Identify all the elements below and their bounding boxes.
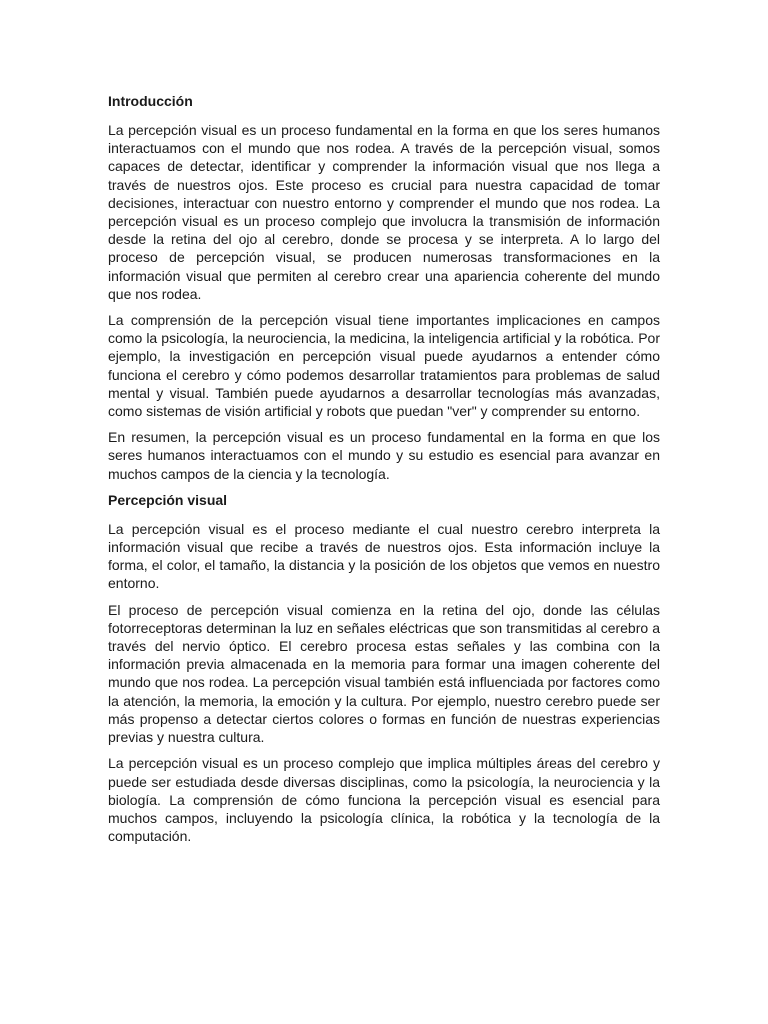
section-heading: Percepción visual <box>108 491 228 508</box>
paragraph: La percepción visual es el proceso mediante el cual nuestro cerebro interpreta la información visual que recibe a través de nuestros ojos. Esta información incluye la forma, el color, el tamaño, la distancia y la posición de los objetos que vemos en nuestro entorno. <box>108 520 660 592</box>
paragraph: En resumen, la percepción visual es un proceso fundamental en la forma en que los seres humanos interactuamos con el mundo y su estudio es esencial para avanzar en muchos campos de la ciencia y la tecnología. <box>108 429 660 482</box>
paragraph: La percepción visual es un proceso fundamental en la forma en que los seres humanos interactuamos con el mundo que nos rodea. A través de la percepción visual, somos capaces de detectar, identificar y comprender la información visual que nos llega a través de nuestros ojos. Este proceso es crucial para nuestra capacidad de tomar decisiones, interactuar con nuestro entorno y comprender el mundo que nos rodea. La percepción visual es un proceso complejo que involucra la transmisión de información desde la retina del ojo al cerebro, donde se procesa y se interpreta. A lo largo del proceso de percepción visual, se producen numerosas transformaciones en la información visual que permiten al cerebro crear una apariencia coherente del mundo que nos rodea. <box>108 122 660 302</box>
section-introduccion <box>108 92 660 483</box>
paragraph: El proceso de percepción visual comienza en la retina del ojo, donde las células fotorreceptoras determinan la luz en señales eléctricas que son transmitidas al cerebro a través del nervio óptico. El cerebro procesa estas señales y las combina con la información previa almacenada en la memoria para formar una imagen coherente del mundo que nos rodea. La percepción visual también está influenciada por factores como la atención, la memoria, la emoción y la cultura. Por ejemplo, nuestro cerebro puede ser más propenso a detectar ciertos colores o formas en función de nuestras experiencias previas y nuestra cultura. <box>108 601 660 746</box>
paragraph: La percepción visual es un proceso complejo que implica múltiples áreas del cerebro y puede ser estudiada desde diversas disciplinas, como la psicología, la neurociencia y la biología. La comprensión de cómo funciona la percepción visual es esencial para muchos campos, incluyendo la psicología clínica, la robótica y la tecnología de la computación. <box>108 755 660 845</box>
section-percepcion-visual <box>108 491 660 845</box>
section-heading: Introducción <box>108 93 193 109</box>
paragraph: La comprensión de la percepción visual tiene importantes implicaciones en campos como la psicología, la neurociencia, la medicina, la inteligencia artificial y la robótica. Por ejemplo, la investigación en percepción visual puede ayudarnos a entender cómo funciona el cerebro y cómo podemos desarrollar tratamientos para problemas de salud mental y visual. También puede ayudarnos a desarrollar tecnologías más avanzadas, como sistemas de visión artificial y robots que puedan "ver" y comprender su entorno. <box>108 312 660 420</box>
